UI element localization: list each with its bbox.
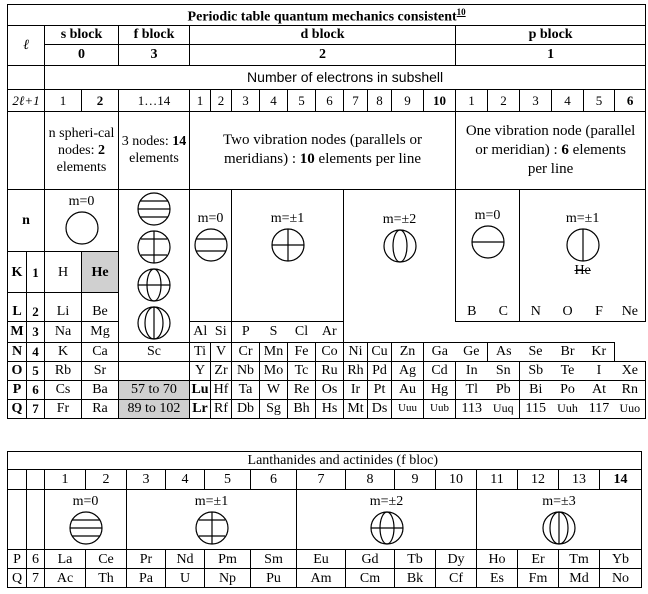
element-cell: No	[600, 569, 642, 588]
lanthanides-range: 57 to 70	[119, 380, 190, 399]
p-m0-orbital-icon	[470, 224, 506, 260]
element-cell: Co	[316, 342, 344, 361]
element-cell: Lu	[191, 382, 209, 398]
element-cell: Uuu	[392, 399, 424, 418]
d-m2-label: m=±2	[382, 211, 417, 227]
f-block-l: 3	[119, 44, 190, 65]
count-d: 1	[190, 89, 211, 111]
element-cell: Mo	[260, 361, 288, 380]
s-m-label: m=0	[68, 194, 95, 210]
element-cell: Gd	[346, 550, 395, 569]
f-m0-label: m=0	[72, 493, 99, 509]
count-d: 10	[424, 89, 456, 111]
element-cell: Pr	[127, 550, 166, 569]
element-cell: W	[260, 380, 288, 399]
shell-number: 7	[27, 569, 45, 588]
s-orbital-cell	[45, 189, 119, 251]
count-f: 6	[251, 470, 297, 490]
d-m0-cell	[190, 189, 232, 322]
lanthanides-actinides-table	[7, 451, 642, 588]
count-f: 7	[297, 470, 346, 490]
f-m2-orbital-icon	[369, 510, 405, 546]
f-m3-orbital-icon	[541, 510, 577, 546]
element-cell: I	[584, 361, 615, 380]
element-cell: Pt	[368, 380, 392, 399]
element-cell: Zn	[392, 342, 424, 361]
element-cell: Al	[190, 322, 211, 343]
element-cell: Uuo	[615, 399, 646, 418]
title-footnote: 10	[456, 7, 466, 17]
f-m2-cell	[297, 490, 477, 550]
element-cell: Dy	[436, 550, 477, 569]
count-d: 9	[392, 89, 424, 111]
element-cell: La	[45, 550, 86, 569]
element-cell: O	[552, 301, 584, 321]
d-m2-orbital-icon	[382, 228, 418, 264]
s-block-header: s block	[45, 25, 119, 44]
element-cell: Ru	[316, 361, 344, 380]
element-cell: Ba	[82, 380, 119, 399]
element-cell: Eu	[297, 550, 346, 569]
element-cell: Na	[45, 322, 82, 343]
element-cell: Rn	[615, 380, 646, 399]
element-cell: Pa	[127, 569, 166, 588]
count-f: 9	[395, 470, 436, 490]
count-f: 8	[346, 470, 395, 490]
f-m2-label: m=±2	[369, 493, 404, 509]
element-cell: Ag	[392, 361, 424, 380]
shell-number: 4	[27, 342, 45, 361]
element-cell: S	[260, 322, 288, 343]
element-cell: Re	[288, 380, 316, 399]
element-cell: Fm	[518, 569, 559, 588]
element-cell: Yb	[600, 550, 642, 569]
element-cell: Tb	[395, 550, 436, 569]
element-cell: P	[232, 322, 260, 343]
f-orbital-shapes-icon	[136, 190, 172, 342]
element-cell: Md	[559, 569, 600, 588]
element-cell: Ga	[424, 342, 456, 361]
count-d: 4	[260, 89, 288, 111]
element-cell: Ge	[456, 342, 488, 361]
f-m0-orbital-icon	[68, 510, 104, 546]
element-cell: Nb	[232, 361, 260, 380]
d-m1-label: m=±1	[270, 211, 305, 227]
element-cell: Ds	[368, 399, 392, 418]
count-f: 1…14	[119, 89, 190, 111]
element-cell: Bh	[288, 399, 316, 418]
element-cell: Si	[211, 322, 232, 343]
count-s-2: 2	[82, 89, 119, 111]
element-cell: At	[584, 380, 615, 399]
shell-letter: L	[8, 301, 27, 321]
shell-number: 7	[27, 399, 45, 418]
element-cell: Rf	[211, 399, 232, 418]
element-cell: Cu	[368, 342, 392, 361]
element-cell: Li	[45, 301, 82, 321]
f-m1-orbital-icon	[194, 510, 230, 546]
element-cell: Fe	[288, 342, 316, 361]
f-orbitals-cell	[119, 189, 190, 342]
element-cell: Tl	[456, 380, 488, 399]
shell-number: 6	[27, 550, 45, 569]
element-cell: Mg	[82, 322, 119, 343]
element-cell: V	[211, 342, 232, 361]
count-p: 4	[552, 89, 584, 111]
shell-letter: Q	[8, 399, 27, 418]
element-cell: Bk	[395, 569, 436, 588]
shell-number: 2	[27, 301, 45, 321]
shell-letter: P	[8, 550, 27, 569]
element-cell: Cm	[346, 569, 395, 588]
element-cell: Th	[86, 569, 127, 588]
shell-letter: O	[8, 361, 27, 380]
d-m0-label: m=0	[197, 211, 224, 227]
shell-number: 3	[27, 322, 45, 343]
element-cell: C	[488, 301, 520, 321]
element-cell: Cr	[232, 342, 260, 361]
element-cell: Sr	[82, 361, 119, 380]
element-cell: N	[520, 301, 552, 321]
element-cell: K	[45, 342, 82, 361]
element-cell: Ta	[232, 380, 260, 399]
p-m1-label: m=±1	[565, 211, 600, 227]
element-cell: Ni	[344, 342, 368, 361]
element-cell: Te	[552, 361, 584, 380]
element-cell: Ca	[82, 342, 119, 361]
element-cell: Hs	[316, 399, 344, 418]
element-cell: Sg	[260, 399, 288, 418]
ml-label: 2ℓ+1	[8, 89, 45, 111]
shell-letter: N	[8, 342, 27, 361]
n-label: n	[8, 189, 45, 251]
f-m3-cell	[477, 490, 642, 550]
count-d: 7	[344, 89, 368, 111]
element-cell: Y	[190, 361, 211, 380]
p-block-l: 1	[456, 44, 646, 65]
element-cell: Be	[82, 301, 119, 321]
d-block-description: Two vibration nodes (parallels or meridians) : 10 elements per line	[190, 111, 456, 189]
count-f: 14	[600, 470, 642, 490]
element-cell: Hf	[211, 380, 232, 399]
lanthanides-title: Lanthanides and actinides (f bloc)	[45, 452, 642, 470]
shell-letter: Q	[8, 569, 27, 588]
element-cell: Mt	[344, 399, 368, 418]
f-block-description: 3 nodes: 14 elements	[119, 111, 190, 189]
element-cell: Cd	[424, 361, 456, 380]
shell-letter: P	[8, 380, 27, 399]
count-f: 3	[127, 470, 166, 490]
element-cell: Rb	[45, 361, 82, 380]
count-f: 13	[559, 470, 600, 490]
d-block-l: 2	[190, 44, 456, 65]
count-f: 2	[86, 470, 127, 490]
table-title: Periodic table quantum mechanics consistent$^{10}$	[8, 5, 646, 26]
element-cell: Ar	[316, 322, 344, 343]
he-p-block-struck: He	[574, 263, 591, 279]
p-m0-label: m=0	[474, 208, 501, 224]
element-cell: Sc	[119, 342, 190, 361]
count-p: 5	[584, 89, 615, 111]
d-m1-orbital-icon	[270, 227, 306, 263]
s-orbital-icon	[62, 210, 102, 246]
element-cell: Ne	[615, 301, 646, 321]
element-cell: H	[45, 252, 82, 293]
element-cell: Au	[392, 380, 424, 399]
p-m1-cell	[520, 189, 646, 301]
count-f: 5	[205, 470, 251, 490]
p-block-header: p block	[456, 25, 646, 44]
element-cell: Ho	[477, 550, 518, 569]
element-cell: Fr	[45, 399, 82, 418]
element-cell: Sn	[488, 361, 520, 380]
count-f: 1	[45, 470, 86, 490]
element-cell: Uuq	[488, 399, 520, 418]
element-cell: Sb	[520, 361, 552, 380]
f-m3-label: m=±3	[542, 493, 576, 509]
element-cell: As	[488, 342, 520, 361]
element-cell: Bi	[520, 380, 552, 399]
count-p: 6	[615, 89, 646, 111]
shell-letter: M	[8, 322, 27, 343]
count-d: 2	[211, 89, 232, 111]
count-f: 12	[518, 470, 559, 490]
count-d: 6	[316, 89, 344, 111]
element-cell: Uuh	[552, 399, 584, 418]
p-m1-orbital-icon	[565, 227, 601, 263]
element-cell: U	[166, 569, 205, 588]
element-cell: Np	[205, 569, 251, 588]
d-m1-cell	[232, 189, 344, 322]
shell-number: 1	[27, 252, 45, 293]
element-cell: Nd	[166, 550, 205, 569]
actinides-range: 89 to 102	[119, 399, 190, 418]
element-cell: B	[456, 301, 488, 321]
f-m1-cell	[127, 490, 297, 550]
element-cell: Ti	[190, 342, 211, 361]
element-cell: Os	[316, 380, 344, 399]
element-cell: Cl	[288, 322, 316, 343]
l-label: ℓ	[8, 25, 45, 65]
p-m0-cell	[456, 189, 520, 301]
d-m0-orbital-icon	[193, 227, 229, 263]
element-cell: Br	[552, 342, 584, 361]
element-cell: Sm	[251, 550, 297, 569]
element-cell: 115	[520, 399, 552, 418]
d-m2-cell	[344, 189, 456, 322]
count-s-1: 1	[45, 89, 82, 111]
f-m1-label: m=±1	[194, 493, 229, 509]
count-f: 4	[166, 470, 205, 490]
element-cell: 117	[584, 399, 615, 418]
element-cell: Po	[552, 380, 584, 399]
element-cell: Mn	[260, 342, 288, 361]
element-cell: Db	[232, 399, 260, 418]
count-d: 8	[368, 89, 392, 111]
f-block-header: f block	[119, 25, 190, 44]
element-cell: Ir	[344, 380, 368, 399]
element-cell: Tc	[288, 361, 316, 380]
count-p: 1	[456, 89, 488, 111]
element-cell-helium: He	[82, 252, 119, 293]
element-cell: Kr	[584, 342, 615, 361]
count-f: 10	[436, 470, 477, 490]
element-cell: In	[456, 361, 488, 380]
element-cell: Pm	[205, 550, 251, 569]
shell-number: 5	[27, 361, 45, 380]
element-cell: Xe	[615, 361, 646, 380]
f-m0-cell	[45, 490, 127, 550]
element-cell: Ce	[86, 550, 127, 569]
count-d: 5	[288, 89, 316, 111]
shell-letter: K	[8, 252, 27, 293]
element-cell: Cs	[45, 380, 82, 399]
element-cell: Es	[477, 569, 518, 588]
element-cell: Tm	[559, 550, 600, 569]
element-cell: Rh	[344, 361, 368, 380]
element-cell: Pd	[368, 361, 392, 380]
d-block-header: d block	[190, 25, 456, 44]
shell-number: 6	[27, 380, 45, 399]
count-p: 3	[520, 89, 552, 111]
element-cell: Cf	[436, 569, 477, 588]
count-d: 3	[232, 89, 260, 111]
element-cell: Pu	[251, 569, 297, 588]
count-p: 2	[488, 89, 520, 111]
electrons-header: Number of electrons in subshell	[45, 65, 646, 89]
count-f: 11	[477, 470, 518, 490]
p-block-description: One vibration node (parallel or meridian) : 6 elements per line	[456, 111, 646, 189]
element-cell: Uub	[424, 399, 456, 418]
s-block-description: n spheri-cal nodes: 2 elements	[45, 111, 119, 189]
element-cell: Am	[297, 569, 346, 588]
element-cell: Zr	[211, 361, 232, 380]
s-block-l: 0	[45, 44, 119, 65]
element-cell: Ra	[82, 399, 119, 418]
element-cell: Er	[518, 550, 559, 569]
element-cell: Pb	[488, 380, 520, 399]
element-cell: 113	[456, 399, 488, 418]
element-cell: Hg	[424, 380, 456, 399]
element-cell: Ac	[45, 569, 86, 588]
element-cell: F	[584, 301, 615, 321]
element-cell: Lr	[190, 399, 211, 418]
periodic-table	[7, 4, 646, 419]
element-cell: Se	[520, 342, 552, 361]
